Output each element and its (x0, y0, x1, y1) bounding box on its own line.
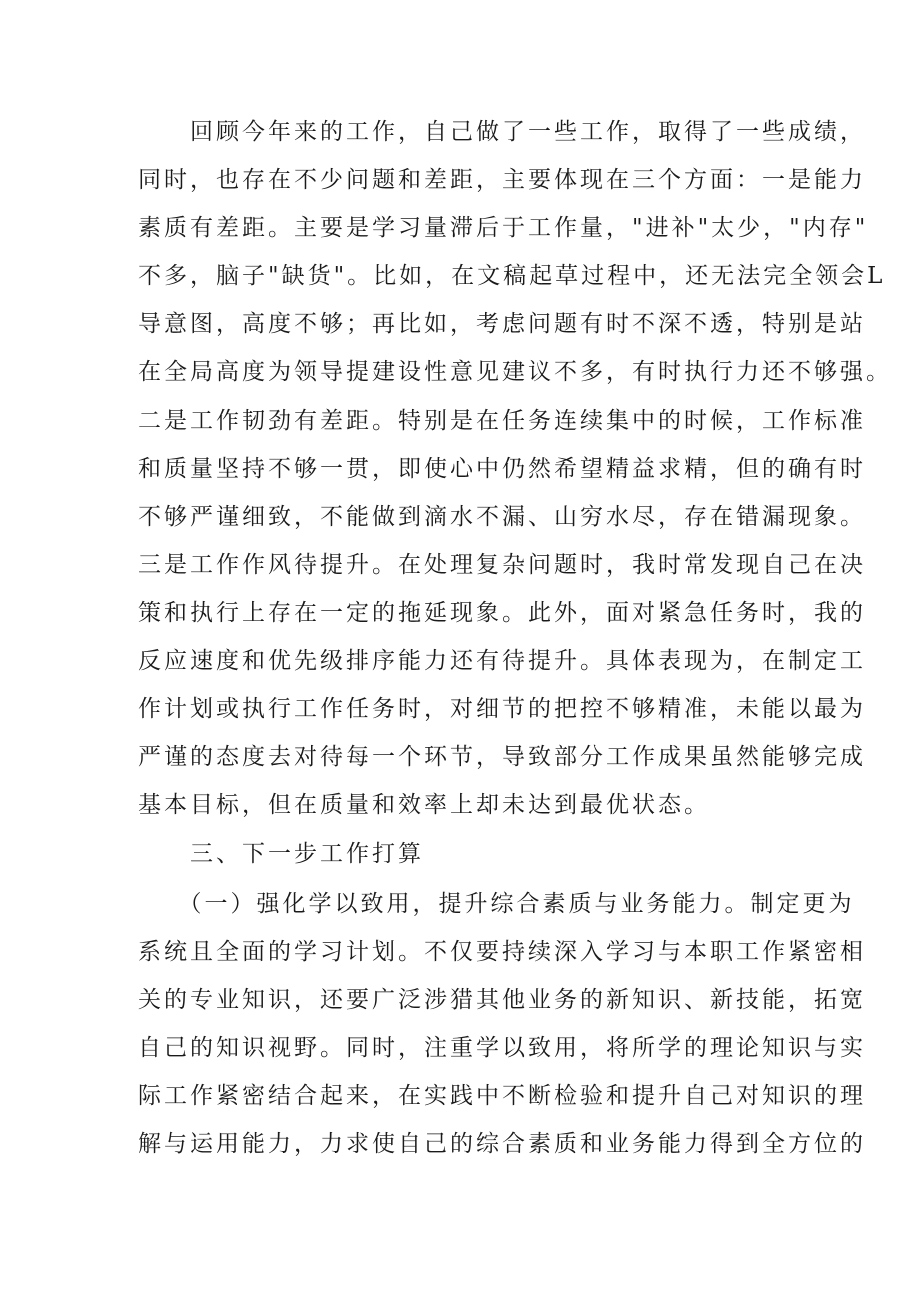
text-line: 解与运用能力，力求使自己的综合素质和业务能力得到全方位的 (138, 1131, 866, 1158)
text-line: 关的专业知识，还要广泛涉猎其他业务的新知识、新技能，拓宽 (138, 987, 866, 1014)
text-line: 同时，也存在不少问题和差距，主要体现在三个方面：一是能力 (138, 167, 866, 194)
text-line: 二是工作韧劲有差距。特别是在任务连续集中的时候，工作标准 (138, 407, 866, 434)
text-line: 不够严谨细致，不能做到滴水不漏、山穷水尽，存在错漏现象。 (138, 503, 866, 530)
text-line: 素质有差距。主要是学习量滞后于工作量，"进补"太少，"内存" (138, 215, 869, 242)
text-line: 不多，脑子"缺货"。比如，在文稿起草过程中，还无法完全领会L (138, 263, 886, 290)
text-line: 导意图，高度不够；再比如，考虑问题有时不深不透，特别是站 (138, 311, 866, 338)
text-line: 在全局高度为领导提建设性意见建议不多，有时执行力还不够强。 (138, 359, 892, 386)
text-line: 严谨的态度去对待每一个环节，导致部分工作成果虽然能够完成 (138, 744, 866, 771)
text-line: 际工作紧密结合起来，在实践中不断检验和提升自己对知识的理 (138, 1083, 866, 1110)
text-line: 策和执行上存在一定的拖延现象。此外，面对紧急任务时，我的 (138, 599, 866, 626)
text-line: 基本目标，但在质量和效率上却未达到最优状态。 (138, 792, 710, 819)
text-line: 系统且全面的学习计划。不仅要持续深入学习与本职工作紧密相 (138, 939, 866, 966)
paragraph-plan (138, 880, 866, 1169)
section-heading: 三、下一步工作打算 (190, 841, 424, 867)
text-line: 作计划或执行工作任务时，对细节的把控不够精准，未能以最为 (138, 696, 866, 723)
text-line: 回顾今年来的工作，自己做了一些工作，取得了一些成绩， (138, 119, 866, 145)
text-line: 反应速度和优先级排序能力还有待提升。具体表现为，在制定工 (138, 648, 866, 675)
text-line: 自己的知识视野。同时，注重学以致用，将所学的理论知识与实 (138, 1035, 866, 1062)
text-line: （一）强化学以致用，提升综合素质与业务能力。制定更为 (138, 891, 855, 917)
paragraph-problems (138, 108, 892, 829)
text-line: 三是工作作风待提升。在处理复杂问题时，我时常发现自己在决 (138, 551, 866, 578)
text-line: 和质量坚持不够一贯，即使心中仍然希望精益求精，但的确有时 (138, 455, 866, 482)
